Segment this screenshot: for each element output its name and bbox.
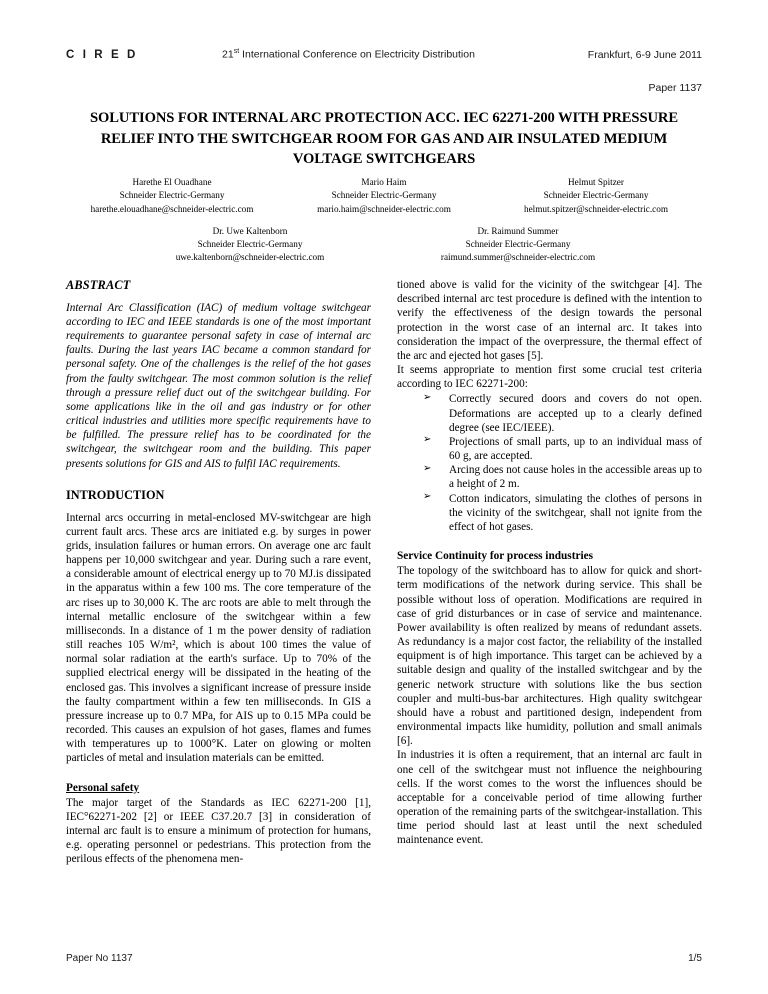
list-item <box>423 463 702 491</box>
cired-logo: C I R E D <box>66 48 138 61</box>
list-item-text: Arcing does not cause holes in the accessible areas up to a height of 2 m. <box>449 464 702 491</box>
author-entry <box>384 225 652 265</box>
author-name: Dr. Raimund Summer <box>477 225 559 236</box>
body-columns <box>66 278 702 920</box>
personal-safety-paragraph: The major target of the Standards as IEC 62271-200 [1], IEC°62271-202 [2] or IEEE C37.20.7 [3] in consideration of internal arc fault is to ensure a minimum of protection for humans, e.g. operating personnel or pedestrians. This protection from the perilous effects of the phenomena men- <box>66 796 371 866</box>
page-title: SOLUTIONS FOR INTERNAL ARC PROTECTION ACC. IEC 62271-200 WITH PRESSURE RELIEF INTO THE SWITCHGEAR ROOM FOR GAS AND AIR INSULATED MEDIUM VOLTAGE SWITCHGEARS <box>90 109 678 168</box>
left-column <box>66 278 371 920</box>
service-continuity-heading: Service Continuity for process industries <box>397 550 594 563</box>
author-name: Harethe El Ouadhane <box>132 177 212 187</box>
abstract-heading: ABSTRACT <box>66 278 131 292</box>
right-column <box>397 278 702 920</box>
conference-title-text: International Conference on Electricity Distribution <box>239 48 475 61</box>
introduction-paragraph: Internal arcs occurring in metal-enclosed MV-switchgear are high current fault arcs. These arcs are initiated e.g. by surges in power grids, insulation failures or human errors. On average one arc fault happens per 10,000 switchgear and year. During such a rare event, a considerable amount of electrical energy up to 70 MJ.is dissipated in the apparatus within a few 100 ms. The core temperature of the arc rises up to 30,000 K. The arc roots are able to melt through the internal metallic enclosure of the switchgear within a few milliseconds. In a distance of 1 m the power density of radiation still reaches 105 W/m², which is about 100 times the value of normal solar radiation at the earth's surface. Up to 70% of the supplied electrical energy will be dissipated in the heating of the enclosed gas. This involves a significant increase of pressure inside the faulty compartment within a few ten milliseconds. In GIS a pressure increase up to 0.7 MPa, for AIS up to 0.15 MPa could be recorded. This causes an expulsion of hot gases, flames and fumes with temperatures up to 1000°K. Later on glowing or molten particles of metal and insulation materials can be emitted. <box>66 511 371 765</box>
conference-location-date: Frankfurt, 6-9 June 2011 <box>587 48 702 61</box>
service-continuity-paragraph-1: The topology of the switchboard has to allow for quick and short-term modifications of the network during service. This shall be possible without loss of operation. Modifications are required in case of grid disturbances or in case of service and maintenance. Power availability is often realized by means of redundant assets. As redundancy is a major cost factor, the reliability of the installed equipment is of high importance. This target can be achieved by a suitable design and quality of the installed switchgear and by the generic network structure with solutions like the bus section coupler and multi-bus-bar architectures. High quality switchgear should have a robust and partitioned design, independent from environmental impacts like humidity, pollution and small animals [6]. <box>397 565 702 748</box>
author-affiliation: Schneider Electric-Germany <box>197 239 303 249</box>
author-entry <box>490 176 702 216</box>
arrow-bullet-icon: ➢ <box>423 462 432 474</box>
document-header <box>66 48 702 61</box>
author-block <box>66 176 702 265</box>
test-criteria-list <box>397 392 702 534</box>
paper-number-header: Paper 1137 <box>648 82 702 94</box>
author-entry <box>278 176 490 216</box>
author-email[interactable]: mario.haim@schneider-electric.com <box>317 203 451 214</box>
list-item <box>423 492 702 535</box>
author-entry <box>116 225 384 265</box>
author-email[interactable]: harethe.elouadhane@schneider-electric.com <box>90 203 254 214</box>
author-row-1 <box>66 176 702 216</box>
document-footer <box>66 953 702 964</box>
author-affiliation: Schneider Electric-Germany <box>119 190 225 201</box>
author-email[interactable]: raimund.summer@schneider-electric.com <box>440 252 596 263</box>
arrow-bullet-icon: ➢ <box>423 491 432 503</box>
continued-paragraph: tioned above is valid for the vicinity of the switchgear [4]. The described internal arc test procedure is defined with the intention to verify the effectiveness of the design towards the personal protection in the worst case of an internal arc. It takes into consideration the impact of the overpressure, the thermal effect of the arc and ejected hot gases [5]. <box>397 279 702 362</box>
author-row-2 <box>66 225 702 265</box>
abstract-paragraph: Internal Arc Classification (IAC) of medium voltage switchgear according to IEC and IEEE standards is one of the most important requirements to guarantee personal safety in case of internal arc faults. During the last years IAC became a common standard for personal safety. One of the challenges is the relief of the hot gases from the faulty switchgear. The most common solution is the relief through a pressure relief duct out of the switchgear building. For some applications like in the oil and gas industry or for other critical industries and utilities more specific requirements have to be fulfilled. The pressure relief has to be coordinated for the switchgear, the switchgear room and the building. This paper presents solutions for GIS and AIS to fulfil IAC requirements. <box>66 301 371 470</box>
conference-name <box>216 48 588 61</box>
list-item <box>423 435 702 463</box>
service-continuity-paragraph-2: In industries it is often a requirement, that an internal arc fault in one cell of the switchgear must not influence the neighbouring cells. If the worst comes to the worst the influences should be acceptable for a conceivable period of time allowing further operation of the remaining parts of the switchgear-installation. This time period should last at least until the next scheduled maintenance event. <box>397 749 702 847</box>
author-affiliation: Schneider Electric-Germany <box>465 239 571 249</box>
arrow-bullet-icon: ➢ <box>423 434 432 446</box>
conference-edition-number: 21 <box>222 48 234 61</box>
author-name: Mario Haim <box>361 177 407 187</box>
author-name: Dr. Uwe Kaltenborn <box>212 225 288 236</box>
arrow-bullet-icon: ➢ <box>423 391 432 403</box>
list-item <box>423 392 702 435</box>
list-item-text: Projections of small parts, up to an individual mass of 60 g, are accepted. <box>449 435 702 463</box>
author-affiliation: Schneider Electric-Germany <box>543 190 649 201</box>
list-item-text: Correctly secured doors and covers do not open. Deformations are accepted up to a clearly defined degree (see IEC/IEEE). <box>449 393 702 434</box>
author-name: Helmut Spitzer <box>568 177 624 187</box>
personal-safety-heading: Personal safety <box>66 781 140 794</box>
conference-edition-ordinal: st <box>233 48 240 55</box>
author-email[interactable]: uwe.kaltenborn@schneider-electric.com <box>175 252 325 263</box>
criteria-lead-in-paragraph: It seems appropriate to mention first some crucial test criteria according to IEC 62271-200: <box>397 364 702 391</box>
author-affiliation: Schneider Electric-Germany <box>331 190 437 201</box>
footer-paper-number: Paper No 1137 <box>66 953 133 964</box>
list-item-text: Cotton indicators, simulating the clothes of persons in the vicinity of the switchgear, shall not ignite from the effect of hot gases. <box>449 492 702 533</box>
introduction-heading: INTRODUCTION <box>66 487 165 502</box>
author-email[interactable]: helmut.spitzer@schneider-electric.com <box>524 203 668 214</box>
footer-page-number: 1/5 <box>688 953 702 964</box>
author-entry <box>66 176 278 216</box>
